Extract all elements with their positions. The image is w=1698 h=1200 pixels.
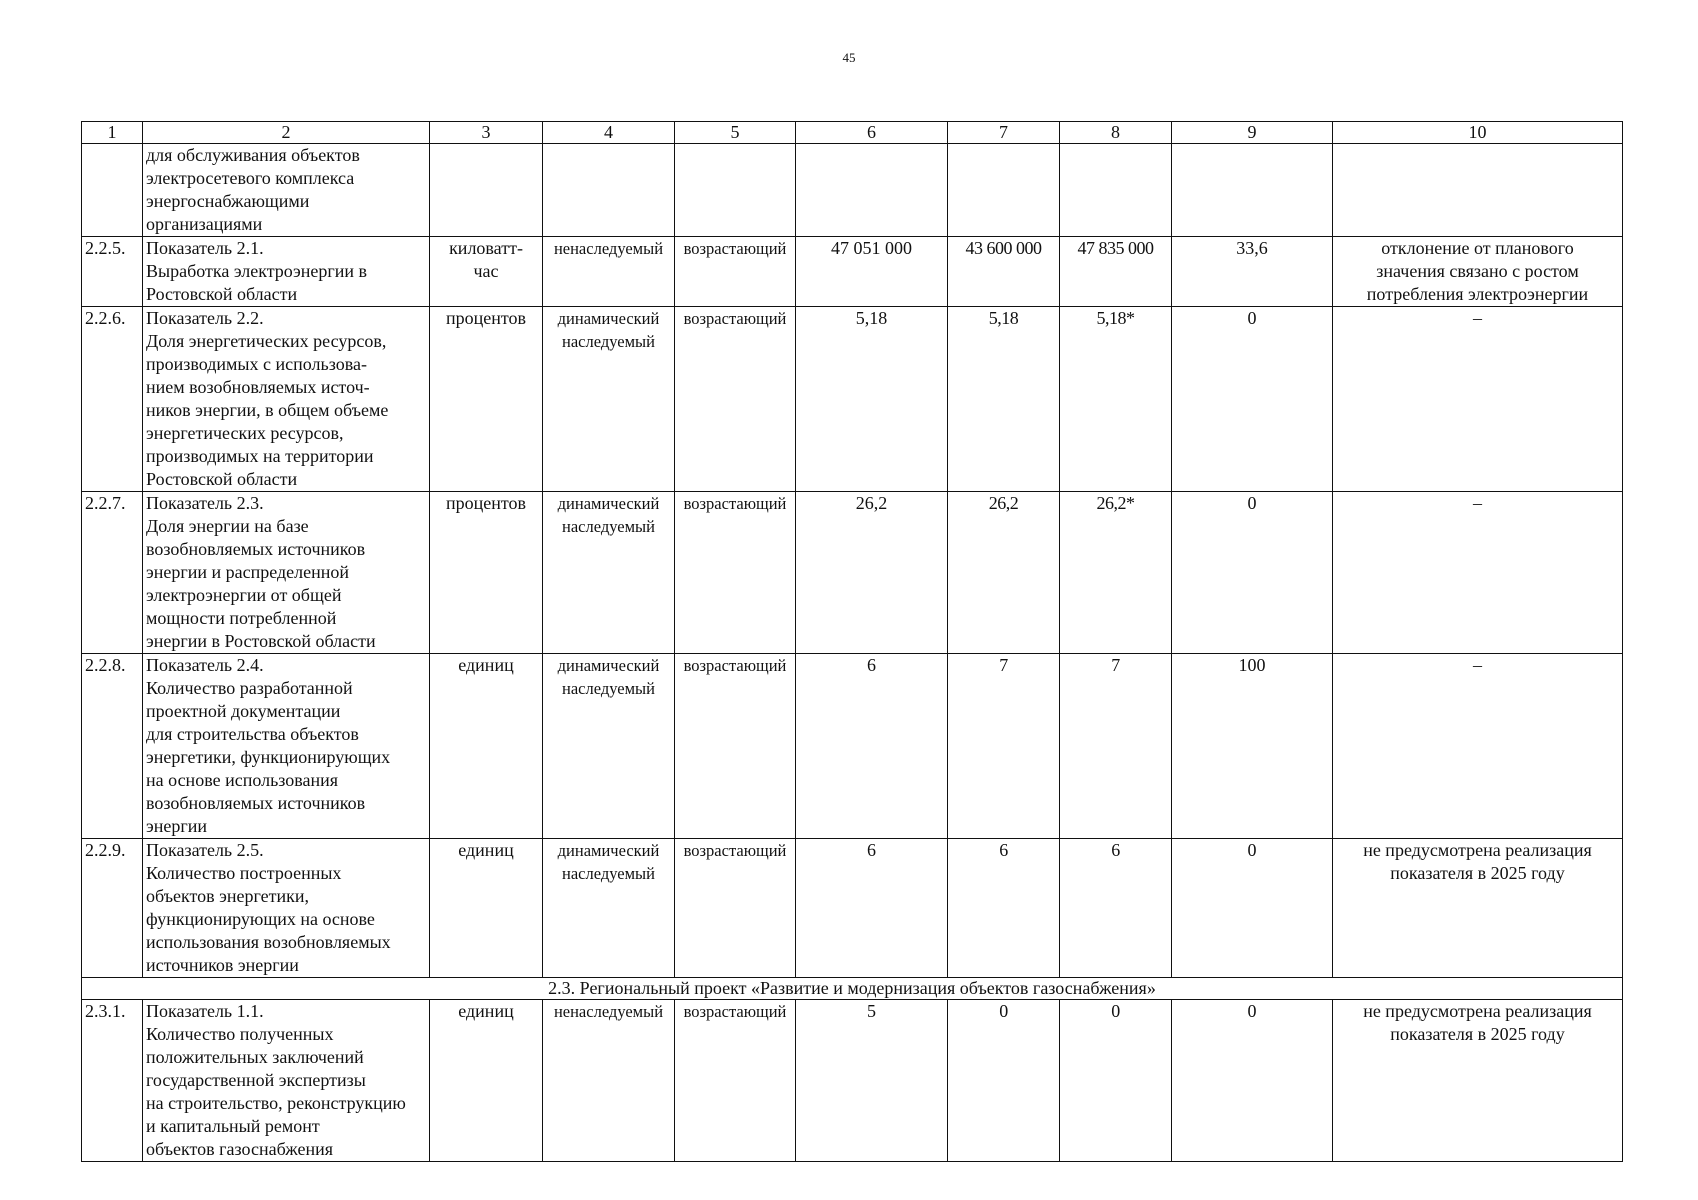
unit-of-measure: процентов: [430, 492, 543, 654]
value-col-9: 100: [1172, 654, 1333, 839]
indicator-direction: возрастающий: [675, 839, 796, 978]
value-col-6: 47 051 000: [796, 237, 948, 307]
indicator-name: Показатель 1.1. Количество полученных положительных заключений государственной экспертизы на строительство, реконструкцию и капитальный ремонт объектов газоснабжения: [143, 1000, 430, 1162]
column-header: 2: [143, 122, 430, 144]
indicators-table: [81, 121, 1623, 1162]
row-number: 2.2.9.: [82, 839, 143, 978]
value-col-6: [796, 144, 948, 237]
unit-of-measure: единиц: [430, 654, 543, 839]
column-header: 8: [1060, 122, 1172, 144]
value-col-8: 47 835 000: [1060, 237, 1172, 307]
value-col-8: 7: [1060, 654, 1172, 839]
value-col-8: 5,18*: [1060, 307, 1172, 492]
indicator-type: ненаследуемый: [543, 237, 675, 307]
indicator-name: для обслуживания объектов электросетевого комплекса энергоснабжающими организациями: [143, 144, 430, 237]
indicator-direction: возрастающий: [675, 237, 796, 307]
deviation-note: отклонение от планового значения связано с ростом потребления электроэнергии: [1333, 237, 1623, 307]
value-col-8: 0: [1060, 1000, 1172, 1162]
value-col-6: 6: [796, 839, 948, 978]
value-col-8: 26,2*: [1060, 492, 1172, 654]
value-col-7: 6: [948, 839, 1060, 978]
column-header: 3: [430, 122, 543, 144]
table-row: [82, 1000, 1623, 1162]
deviation-note: –: [1333, 492, 1623, 654]
indicator-name: Показатель 2.2. Доля энергетических ресурсов, производимых с использова- нием возобновляемых источ- ников энергии, в общем объеме энергетических ресурсов, производимых на территории Ростовской области: [143, 307, 430, 492]
indicator-direction: возрастающий: [675, 1000, 796, 1162]
column-header: 6: [796, 122, 948, 144]
indicator-type: динамический наследуемый: [543, 307, 675, 492]
indicator-type: динамический наследуемый: [543, 839, 675, 978]
value-col-9: 0: [1172, 839, 1333, 978]
table-row: [82, 654, 1623, 839]
deviation-note: не предусмотрена реализация показателя в 2025 году: [1333, 839, 1623, 978]
indicator-type: ненаследуемый: [543, 1000, 675, 1162]
column-header: 7: [948, 122, 1060, 144]
value-col-9: 0: [1172, 1000, 1333, 1162]
indicator-name: Показатель 2.5. Количество построенных объектов энергетики, функционирующих на основе использования возобновляемых источников энергии: [143, 839, 430, 978]
column-header: 9: [1172, 122, 1333, 144]
row-number: 2.2.6.: [82, 307, 143, 492]
value-col-8: [1060, 144, 1172, 237]
table-row: [82, 144, 1623, 237]
value-col-6: 5: [796, 1000, 948, 1162]
table-row: [82, 237, 1623, 307]
column-header: 10: [1333, 122, 1623, 144]
column-header: 4: [543, 122, 675, 144]
column-header: 1: [82, 122, 143, 144]
unit-of-measure: [430, 144, 543, 237]
indicator-type: [543, 144, 675, 237]
row-number: 2.3.1.: [82, 1000, 143, 1162]
indicator-name: Показатель 2.3. Доля энергии на базе возобновляемых источников энергии и распределенной электроэнергии от общей мощности потребленной энергии в Ростовской области: [143, 492, 430, 654]
section-row: [82, 978, 1623, 1000]
value-col-9: [1172, 144, 1333, 237]
table-body-section-2-3: [82, 1000, 1623, 1162]
value-col-6: 6: [796, 654, 948, 839]
value-col-9: 33,6: [1172, 237, 1333, 307]
deviation-note: –: [1333, 654, 1623, 839]
indicator-type: динамический наследуемый: [543, 492, 675, 654]
row-number: 2.2.8.: [82, 654, 143, 839]
deviation-note: не предусмотрена реализация показателя в 2025 году: [1333, 1000, 1623, 1162]
indicator-direction: возрастающий: [675, 654, 796, 839]
unit-of-measure: процентов: [430, 307, 543, 492]
indicator-direction: возрастающий: [675, 307, 796, 492]
value-col-7: 26,2: [948, 492, 1060, 654]
table-header-row: [82, 122, 1623, 144]
column-header: 5: [675, 122, 796, 144]
value-col-7: 5,18: [948, 307, 1060, 492]
value-col-8: 6: [1060, 839, 1172, 978]
unit-of-measure: киловатт- час: [430, 237, 543, 307]
deviation-note: –: [1333, 307, 1623, 492]
section-title: 2.3. Региональный проект «Развитие и модернизация объектов газоснабжения»: [82, 978, 1623, 1000]
value-col-7: 7: [948, 654, 1060, 839]
value-col-9: 0: [1172, 307, 1333, 492]
indicator-name: Показатель 2.1. Выработка электроэнергии в Ростовской области: [143, 237, 430, 307]
table-row: [82, 492, 1623, 654]
value-col-6: 26,2: [796, 492, 948, 654]
indicator-type: динамический наследуемый: [543, 654, 675, 839]
indicator-name: Показатель 2.4. Количество разработанной проектной документации для строительства объектов энергетики, функционирующих на основе использования возобновляемых источников энергии: [143, 654, 430, 839]
unit-of-measure: единиц: [430, 839, 543, 978]
value-col-7: 0: [948, 1000, 1060, 1162]
value-col-9: 0: [1172, 492, 1333, 654]
value-col-7: [948, 144, 1060, 237]
table-row: [82, 307, 1623, 492]
indicator-direction: [675, 144, 796, 237]
page-number: 45: [842, 50, 856, 65]
indicator-direction: возрастающий: [675, 492, 796, 654]
unit-of-measure: единиц: [430, 1000, 543, 1162]
row-number: 2.2.5.: [82, 237, 143, 307]
row-number: 2.2.7.: [82, 492, 143, 654]
row-number: [82, 144, 143, 237]
value-col-7: 43 600 000: [948, 237, 1060, 307]
value-col-6: 5,18: [796, 307, 948, 492]
table-body-section-2-2: [82, 144, 1623, 978]
deviation-note: [1333, 144, 1623, 237]
table-row: [82, 839, 1623, 978]
